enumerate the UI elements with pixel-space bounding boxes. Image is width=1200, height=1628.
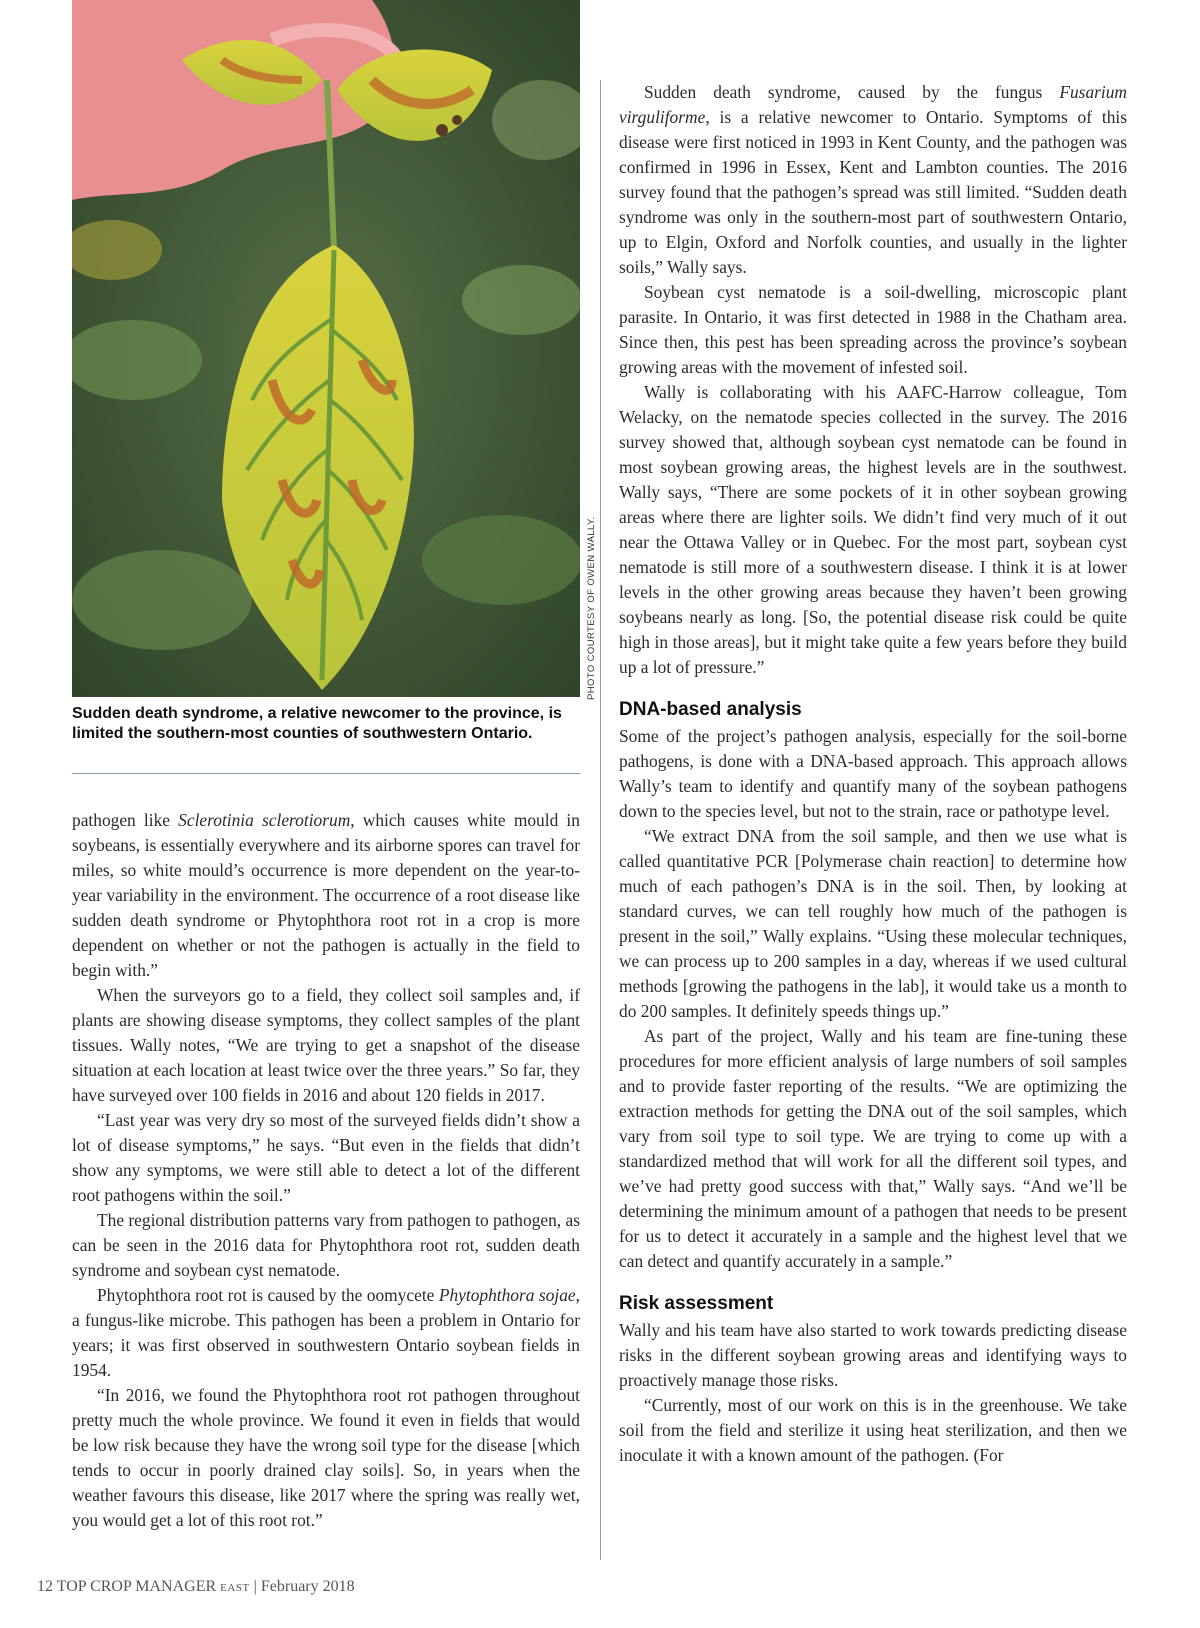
left-paragraph-2: When the surveyors go to a field, they collect soil samples and, if plants are showing disease symptoms, they collect samples of the plant tissues. Wally notes, “We are trying to get a snapshot of the disease situation at each location at least twice over the three years.” So far, they have surveyed over 100 fields in 2016 and about 120 fields in 2017. — [72, 985, 580, 1105]
right-paragraph-4: Some of the project’s pathogen analysis, especially for the soil-borne pathogens, is done with a DNA-based approach. This approach allows Wally’s team to identify and quantify many of the soybean pathogens down to the species level, but not to the strain, race or pathotype level. — [619, 726, 1127, 821]
text-run: , is a relative newcomer to Ontario. Symptoms of this disease were first noticed in 1993 in Kent County, and the pathogen was confirmed in 1996 in Essex, Kent and Lambton counties. The 2016 survey found that the pathogen’s spread was still limited. “Sudden death syndrome was only in the southern-most part of southwestern Ontario, up to Elgin, Oxford and Norfolk counties, and usually in the lighter soils,” Wally says. — [619, 107, 1127, 277]
page-number: 12 — [37, 1578, 53, 1595]
right-paragraph-1 — [619, 80, 1127, 280]
footer-separator: | — [253, 1578, 257, 1595]
left-paragraph-6: “In 2016, we found the Phytophthora root rot pathogen throughout pretty much the whole province. We found it even in fields that would be low risk because they have the wrong soil type for the disease [which tends to occur in poorly drained clay soils]. So, in years when the weather favours this disease, like 2017 where the spring was really wet, you would get a lot of this root rot.” — [72, 1385, 580, 1530]
left-paragraph-5 — [72, 1283, 580, 1383]
text-run: Phytophthora root rot is caused by the oomycete — [97, 1285, 439, 1305]
photo-credit: PHOTO COURTESY OF OWEN WALLY. — [586, 516, 597, 700]
issue-date: February 2018 — [260, 1578, 355, 1595]
right-column — [619, 80, 1127, 1468]
magazine-edition: EAST — [220, 1582, 250, 1594]
text-run: , a fungus-like microbe. This pathogen has been a problem in Ontario for years; it was first observed in southwestern Ontario soybean fields in 1954. — [72, 1285, 580, 1380]
left-paragraph-1 — [72, 808, 580, 983]
species-name: Fusarium virguliforme — [619, 82, 1127, 127]
left-column — [72, 808, 580, 1533]
text-run: pathogen like — [72, 810, 179, 830]
leaf-photo — [72, 0, 580, 697]
right-paragraph-6: As part of the project, Wally and his team are fine-tuning these procedures for more efficient analysis of large numbers of soil samples and to provide faster reporting of the results. “We are optimizing the extraction methods for getting the DNA out of the soil samples, which vary from soil type to soil type. We are trying to come up with a standardized method that will work for all the different soil types, and we’ve had pretty good success with that,” Wally says. “And we’ll be determining the minimum amount of a pathogen that needs to be present for us to detect it accurately in a sample and the highest level that we can detect and quantify accurately in a sample.” — [619, 1026, 1127, 1271]
caption-divider — [72, 773, 580, 774]
text-run: , which causes white mould in soybeans, is essentially everywhere and its airborne spores can travel for miles, so white mould’s occurrence is more dependent on the year-to-year variability in the environment. The occurrence of a root disease like sudden death syndrome or Phytophthora root rot in a crop is more dependent on whether or not the pathogen is actually in the field to begin with.” — [72, 810, 580, 980]
heading-dna-analysis: DNA-based analysis — [619, 699, 802, 720]
right-paragraph-8: “Currently, most of our work on this is in the greenhouse. We take soil from the field and sterilize it using heat sterilization, and then we inoculate it with a known amount of the pathogen. (For — [619, 1395, 1127, 1465]
leaf-illustration — [72, 0, 580, 697]
photo-caption: Sudden death syndrome, a relative newcomer to the province, is limited the southern-most counties of southwestern Ontario. — [72, 705, 562, 742]
right-paragraph-7: Wally and his team have also started to work towards predicting disease risks in the different soybean growing areas and identifying ways to proactively manage those risks. — [619, 1320, 1127, 1390]
left-paragraph-4: The regional distribution patterns vary from pathogen to pathogen, as can be seen in the 2016 data for Phytophthora root rot, sudden death syndrome and soybean cyst nematode. — [72, 1210, 580, 1280]
right-paragraph-2: Soybean cyst nematode is a soil-dwelling, microscopic plant parasite. In Ontario, it was first detected in 1988 in the Chatham area. Since then, this pest has been spreading across the province’s soybean growing areas with the movement of infested soil. — [619, 282, 1127, 377]
right-paragraph-3: Wally is collaborating with his AAFC-Harrow colleague, Tom Welacky, on the nematode species collected in the survey. The 2016 survey showed that, although soybean cyst nematode can be found in most soybean growing areas, the highest levels are in the southwest. Wally says, “There are some pockets of it in other soybean growing areas where there are lighter soils. We didn’t find very much of it out near the Ottawa Valley or in Quebec. For the most part, soybean cyst nematode is still more of a southwestern disease. I think it is at lower levels in the other growing areas because they haven’t been growing soybeans nearly as long. [So, the potential disease risk could be quite high in those areas], but it might take quite a few years before they build up a lot of pressure.” — [619, 382, 1127, 677]
text-run: Sudden death syndrome, caused by the fungus — [644, 82, 1060, 102]
species-name: Phytophthora sojae — [438, 1285, 576, 1305]
magazine-name: TOP CROP MANAGER — [56, 1578, 217, 1595]
right-paragraph-5: “We extract DNA from the soil sample, and then we use what is called quantitative PCR [Polymerase chain reaction] to determine how much of each pathogen’s DNA is in the soil. Then, by looking at standard curves, we can tell roughly how much of the pathogen is present in the soil,” Wally explains. “Using these molecular techniques, we can process up to 200 samples in a day, whereas if we used cultural methods [growing the pathogens in the lab], it would take us a month to do 200 samples. It definitely speeds things up.” — [619, 826, 1127, 1021]
species-name: Sclerotinia sclerotiorum — [178, 810, 351, 830]
left-paragraph-3: “Last year was very dry so most of the surveyed fields didn’t show a lot of disease symptoms,” he says. “But even in the fields that didn’t show any symptoms, we were still able to detect a lot of the different root pathogens within the soil.” — [72, 1110, 580, 1205]
heading-risk-assessment: Risk assessment — [619, 1293, 774, 1314]
column-divider — [600, 80, 601, 1560]
page-footer — [37, 1578, 355, 1596]
